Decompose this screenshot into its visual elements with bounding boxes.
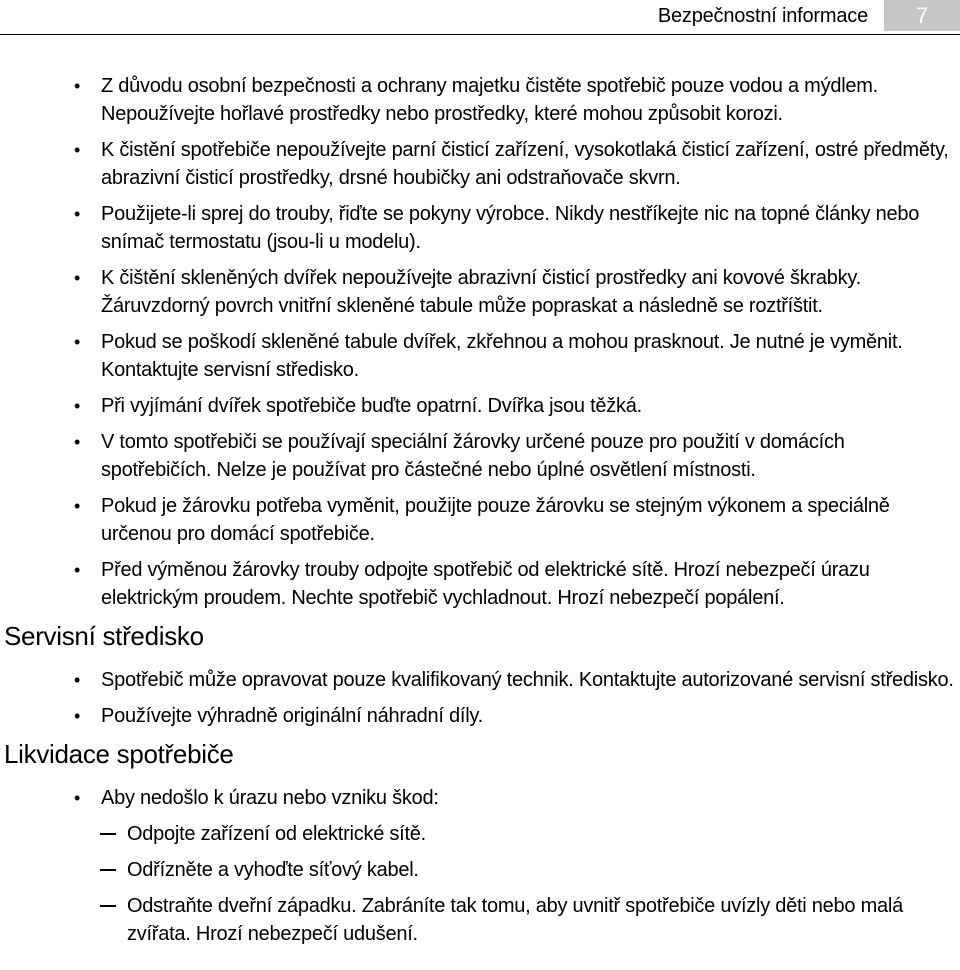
list-item-text: Odpojte zařízení od elektrické sítě. [127,823,426,845]
dash-list-item [0,892,960,948]
bullet-icon: • [74,432,81,452]
bullet-icon: • [74,788,81,808]
bullet-icon: • [74,332,81,352]
dash-list-item [0,820,960,848]
bullet-icon: • [74,706,81,726]
list-item [0,136,960,192]
list-item [0,492,960,548]
list-item [0,264,960,320]
list-item-text: Odstraňte dveřní západku. Zabráníte tak tomu, aby uvnitř spotřebiče uvízly děti nebo malá zvířata. Hrozí nebezpečí udušení. [127,895,903,945]
page-header [0,0,960,34]
dash-list-item [0,856,960,884]
bullet-icon: • [74,140,81,160]
bullet-icon: • [74,670,81,690]
list-item [0,428,960,484]
bullet-icon: • [74,204,81,224]
bullet-icon: • [74,396,81,416]
dash-icon [100,905,116,907]
bullet-icon: • [74,76,81,96]
list-item [0,392,960,420]
disposal-list [0,784,960,948]
dash-icon [100,869,116,871]
list-item [0,556,960,612]
list-item-text: K čistění spotřebiče nepoužívejte parní čisticí zařízení, vysokotlaká čisticí zařízení, ostré předměty, abrazivní čisticí prostředky, drsné houbičky ani odstraňovače skvrn. [101,139,949,189]
list-item-text: Použijete-li sprej do trouby, řiďte se pokyny výrobce. Nikdy nestříkejte nic na topné články nebo snímač termostatu (jsou-li u modelu). [101,203,920,253]
list-item-text: V tomto spotřebiči se používají speciální žárovky určené pouze pro použití v domácích spotřebičích. Nelze je používat pro částečné nebo úplné osvětlení místnosti. [101,431,845,481]
list-item-text: Pokud se poškodí skleněné tabule dvířek, zkřehnou a mohou prasknout. Je nutné je vyměnit. Kontaktujte servisní středisko. [101,331,903,381]
dash-icon [100,833,116,835]
list-item-text: Spotřebič může opravovat pouze kvalifikovaný technik. Kontaktujte autorizované servisní středisko. [101,669,954,691]
list-item-text: Pokud je žárovku potřeba vyměnit, použijte pouze žárovku se stejným výkonem a speciálně určenou pro domácí spotřebiče. [101,495,890,545]
list-item [0,328,960,384]
safety-list [0,72,960,612]
list-item-text: K čištění skleněných dvířek nepoužívejte abrazivní čisticí prostředky ani kovové škrabky. Žáruvzdorný povrch vnitřní skleněné tabule může popraskat a následně se roztříštit. [101,267,861,317]
list-item [0,784,960,812]
list-item [0,702,960,730]
page-content [0,72,960,956]
list-item-text: Aby nedošlo k úrazu nebo vzniku škod: [101,787,439,809]
bullet-icon: • [74,496,81,516]
list-item-text: Při vyjímání dvířek spotřebiče buďte opatrní. Dvířka jsou těžká. [101,395,642,417]
list-item-text: Z důvodu osobní bezpečnosti a ochrany majetku čistěte spotřebič pouze vodou a mýdlem. Nepoužívejte hořlavé prostředky nebo prostředky, které mohou způsobit korozi. [101,75,878,125]
list-item [0,200,960,256]
header-title: Bezpečnostní informace [657,5,868,27]
list-item-text: Odřízněte a vyhoďte síťový kabel. [127,859,419,881]
page-number-badge: 7 [884,0,960,31]
header-divider [0,34,960,35]
disposal-heading: Likvidace spotřebiče [4,739,234,769]
service-list [0,666,960,730]
list-item-text: Používejte výhradně originální náhradní díly. [101,705,483,727]
list-item [0,666,960,694]
list-item-text: Před výměnou žárovky trouby odpojte spotřebič od elektrické sítě. Hrozí nebezpečí úrazu elektrickým proudem. Nechte spotřebič vychladnout. Hrozí nebezpečí popálení. [101,559,870,609]
bullet-icon: • [74,268,81,288]
list-item [0,72,960,128]
service-heading: Servisní středisko [4,621,204,651]
bullet-icon: • [74,560,81,580]
